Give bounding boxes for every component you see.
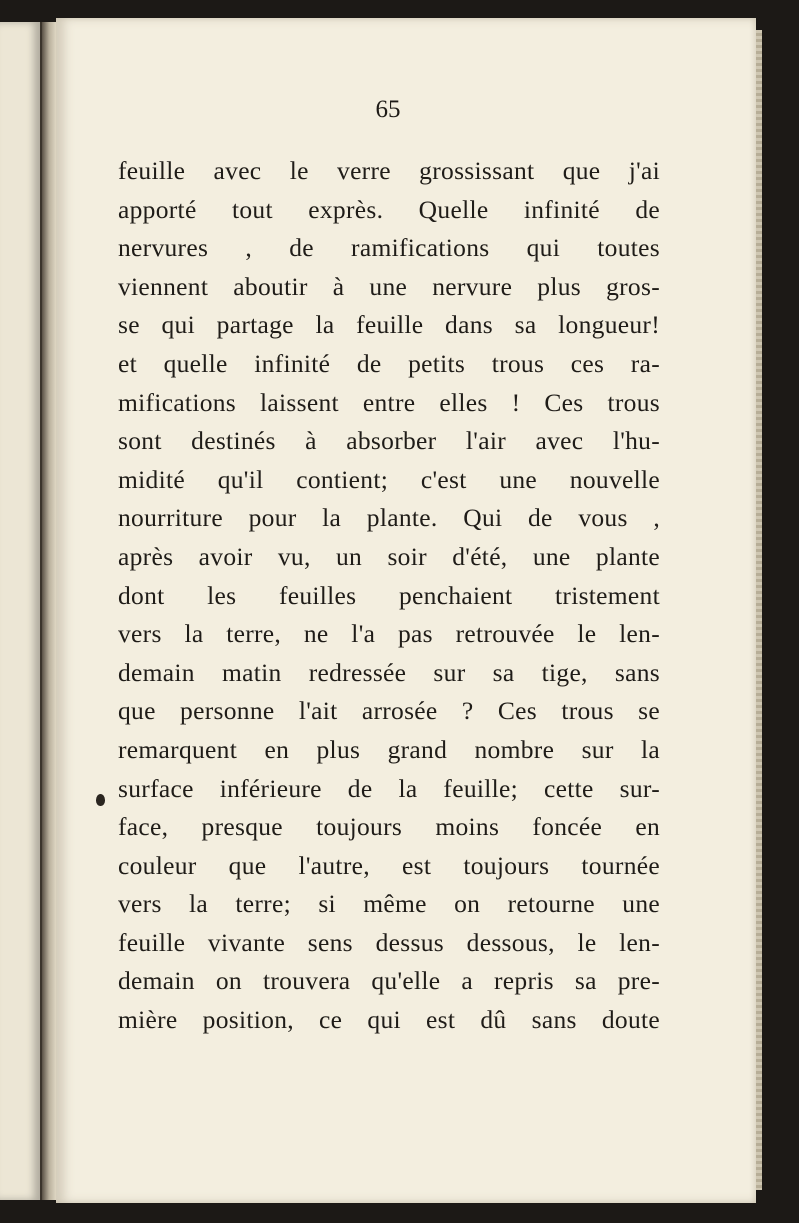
text-line: mifications laissent entre elles ! Ces trous [118, 387, 660, 417]
text-line: nervures , de ramifications qui toutes [118, 233, 660, 263]
text-line: feuille vivante sens dessus dessous, le len- [118, 927, 660, 957]
text-line: demain matin redressée sur sa tige, sans [118, 657, 660, 687]
previous-page-edge [0, 22, 42, 1200]
page-stack-edge [756, 30, 762, 1190]
text-line: surface inférieure de la feuille; cette sur- [118, 773, 660, 803]
text-line: que personne l'ait arrosée ? Ces trous se [118, 696, 660, 726]
text-line: midité qu'il contient; c'est une nouvelle [118, 464, 660, 494]
text-line: dont les feuilles penchaient tristement [118, 580, 660, 610]
text-line: face, presque toujours moins foncée en [118, 812, 660, 842]
text-line: feuille avec le verre grossissant que j'ai [118, 156, 660, 185]
page-number: 65 [375, 96, 401, 123]
text-line: vers la terre; si même on retourne une [118, 889, 660, 919]
text-line: nourriture pour la plante. Qui de vous , [118, 503, 660, 533]
ink-blot [96, 794, 105, 806]
text-line: après avoir vu, un soir d'été, une plante [118, 541, 660, 571]
text-line: et quelle infinité de petits trous ces ra- [118, 348, 660, 378]
page-body-text [118, 152, 660, 1040]
text-line: vers la terre, ne l'a pas retrouvée le len- [118, 619, 660, 649]
text-line: couleur que l'autre, est toujours tournée [118, 850, 660, 880]
text-line: demain on trouvera qu'elle a repris sa pre- [118, 966, 660, 996]
text-line: sont destinés à absorber l'air avec l'hu- [118, 426, 660, 456]
text-line: viennent aboutir à une nervure plus gros- [118, 271, 660, 301]
text-line: apporté tout exprès. Quelle infinité de [118, 194, 660, 224]
text-line: se qui partage la feuille dans sa longueur! [118, 310, 660, 340]
text-line: remarquent en plus grand nombre sur la [118, 734, 660, 764]
text-line: mière position, ce qui est dû sans doute [118, 1005, 660, 1035]
